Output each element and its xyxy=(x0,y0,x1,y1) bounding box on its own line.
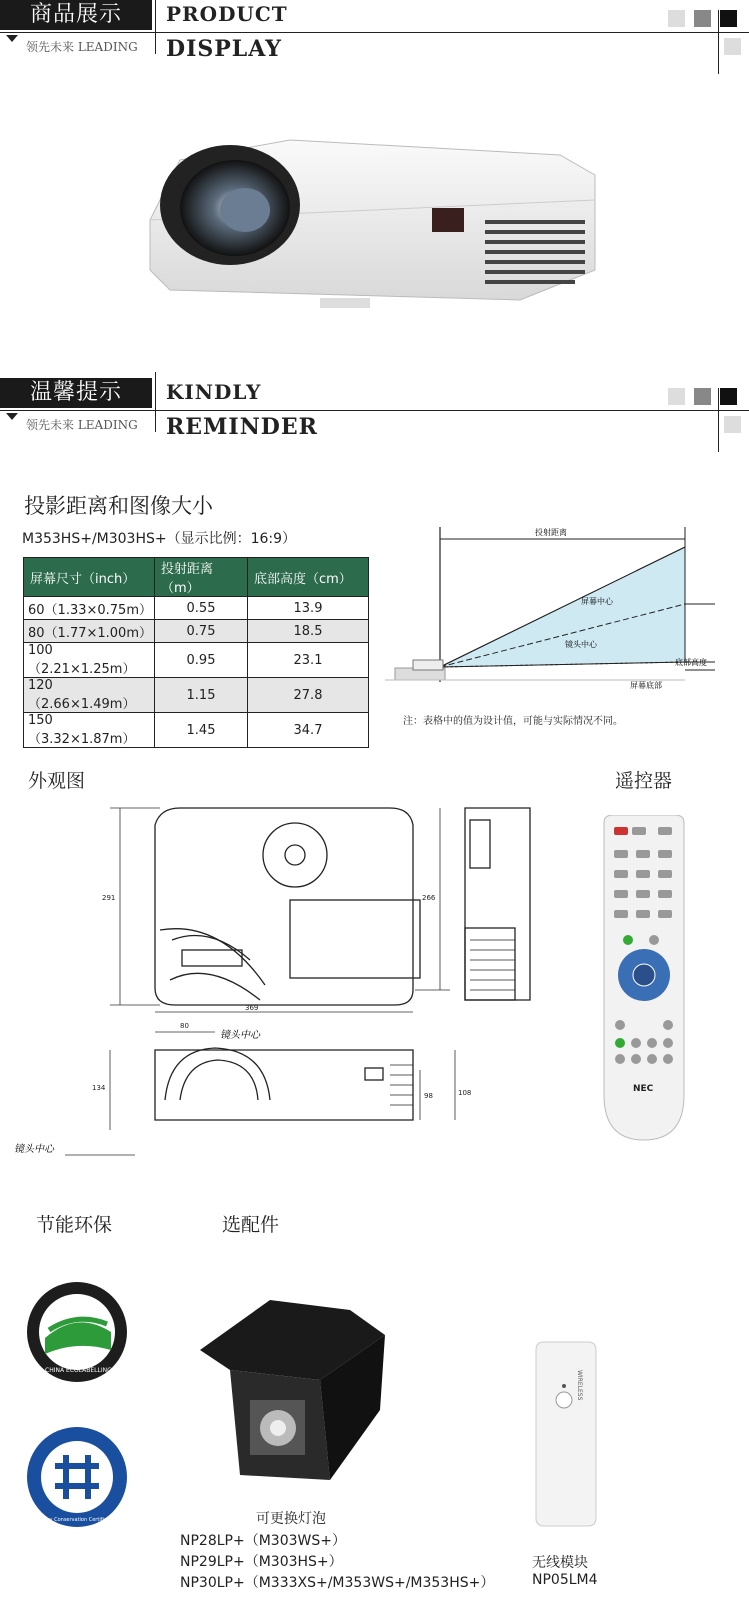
lamp-image xyxy=(190,1290,390,1500)
decor-square xyxy=(668,388,685,405)
decor-square xyxy=(668,10,685,27)
section-title-en2: REMINDER xyxy=(166,414,318,440)
projection-diagram xyxy=(385,522,740,722)
table-cell: 100（2.21×1.25m） xyxy=(24,643,155,678)
projection-subtitle: M353HS+/M303HS+（显示比例：16:9） xyxy=(22,531,297,547)
triangle-icon xyxy=(6,413,18,420)
table-cell: 27.8 xyxy=(248,678,369,713)
wireless-model: NP05LM4 xyxy=(532,1572,598,1588)
table-cell: 60（1.33×0.75m） xyxy=(24,597,155,620)
table-cell: 23.1 xyxy=(248,643,369,678)
label-lens-center: 镜头中心 xyxy=(565,640,597,649)
decor-square xyxy=(720,10,737,27)
dim-108: 108 xyxy=(458,1089,472,1097)
dim-369: 369 xyxy=(245,1004,259,1012)
appearance-drawing xyxy=(10,800,550,1170)
lamp-item: NP30LP+（M333XS+/M353WS+/M353HS+） xyxy=(180,1575,495,1591)
table-cell: 0.55 xyxy=(155,597,248,620)
dim-266: 266 xyxy=(422,894,436,902)
decor-square xyxy=(724,416,741,433)
table-row xyxy=(24,620,369,643)
lamp-item: NP28LP+（M303WS+） xyxy=(180,1533,346,1549)
divider xyxy=(718,10,719,74)
leading-tagline: 领先未来 LEADING xyxy=(26,418,138,432)
table-cell: 18.5 xyxy=(248,620,369,643)
table-header: 投射距离（m） xyxy=(155,558,248,597)
projection-table xyxy=(23,557,369,748)
section-title-cn: 商品展示 xyxy=(0,0,152,30)
decor-square xyxy=(720,388,737,405)
divider xyxy=(155,0,156,54)
eco-label-text: CHINA ECOLABELLING xyxy=(45,1367,112,1374)
energy-conservation-logo xyxy=(25,1425,129,1529)
decor-square xyxy=(694,10,711,27)
remote-image xyxy=(598,815,690,1145)
section-title-en1: PRODUCT xyxy=(166,2,288,26)
table-cell: 1.15 xyxy=(155,678,248,713)
wireless-module-image xyxy=(526,1340,606,1530)
table-cell: 150（3.32×1.87m） xyxy=(24,713,155,748)
wireless-title: 无线模块 xyxy=(532,1555,588,1571)
label-screen-center: 屏幕中心 xyxy=(581,597,613,606)
divider xyxy=(0,410,749,411)
remote-title: 遥控器 xyxy=(615,770,673,792)
divider xyxy=(0,32,749,33)
label-distance: 投射距离 xyxy=(535,528,567,537)
triangle-icon xyxy=(6,35,18,42)
dim-291: 291 xyxy=(102,894,116,902)
china-ecolabelling-logo xyxy=(25,1280,129,1384)
divider xyxy=(718,388,719,452)
section-title-cn: 温馨提示 xyxy=(0,378,152,408)
table-row xyxy=(24,597,369,620)
table-header: 屏幕尺寸（inch） xyxy=(24,558,155,597)
label-screen-bottom: 屏幕底部 xyxy=(630,681,662,690)
section-header-product xyxy=(0,0,749,92)
table-cell: 80（1.77×1.00m） xyxy=(24,620,155,643)
lens-center-label-2: 镜头中心 xyxy=(14,1144,54,1155)
table-row xyxy=(24,643,369,678)
table-row xyxy=(24,678,369,713)
table-row xyxy=(24,713,369,748)
eco-title: 节能环保 xyxy=(36,1214,113,1236)
label-bottom-height: 底部高度 xyxy=(675,658,707,667)
section-title-en2: DISPLAY xyxy=(166,36,282,62)
dim-98: 98 xyxy=(424,1092,433,1100)
table-header: 底部高度（cm） xyxy=(248,558,369,597)
divider xyxy=(155,372,156,432)
table-cell: 120（2.66×1.49m） xyxy=(24,678,155,713)
diagram-note: 注：表格中的值为设计值，可能与实际情况不同。 xyxy=(403,716,623,727)
section-header-reminder xyxy=(0,378,749,470)
section-title-en1: KINDLY xyxy=(166,380,262,404)
projector-image xyxy=(140,130,610,330)
table-cell: 34.7 xyxy=(248,713,369,748)
dim-134: 134 xyxy=(92,1084,106,1092)
table-cell: 13.9 xyxy=(248,597,369,620)
wireless-text: WIRELESS xyxy=(576,1370,583,1401)
lens-center-label: 镜头中心 xyxy=(220,1030,260,1041)
decor-square xyxy=(724,38,741,55)
remote-brand: NEC xyxy=(633,1084,654,1094)
projection-title: 投影距离和图像大小 xyxy=(24,494,213,518)
table-cell: 1.45 xyxy=(155,713,248,748)
lamp-item: NP29LP+（M303HS+） xyxy=(180,1554,343,1570)
accessories-title: 选配件 xyxy=(222,1214,280,1236)
leading-tagline: 领先未来 LEADING xyxy=(26,40,138,54)
decor-square xyxy=(694,388,711,405)
dim-80: 80 xyxy=(180,1022,189,1030)
table-cell: 0.95 xyxy=(155,643,248,678)
table-cell: 0.75 xyxy=(155,620,248,643)
lamp-title: 可更换灯泡 xyxy=(256,1511,326,1527)
appearance-title: 外观图 xyxy=(28,770,86,792)
energy-label-text: Energy Conservation Certification xyxy=(35,1517,120,1523)
